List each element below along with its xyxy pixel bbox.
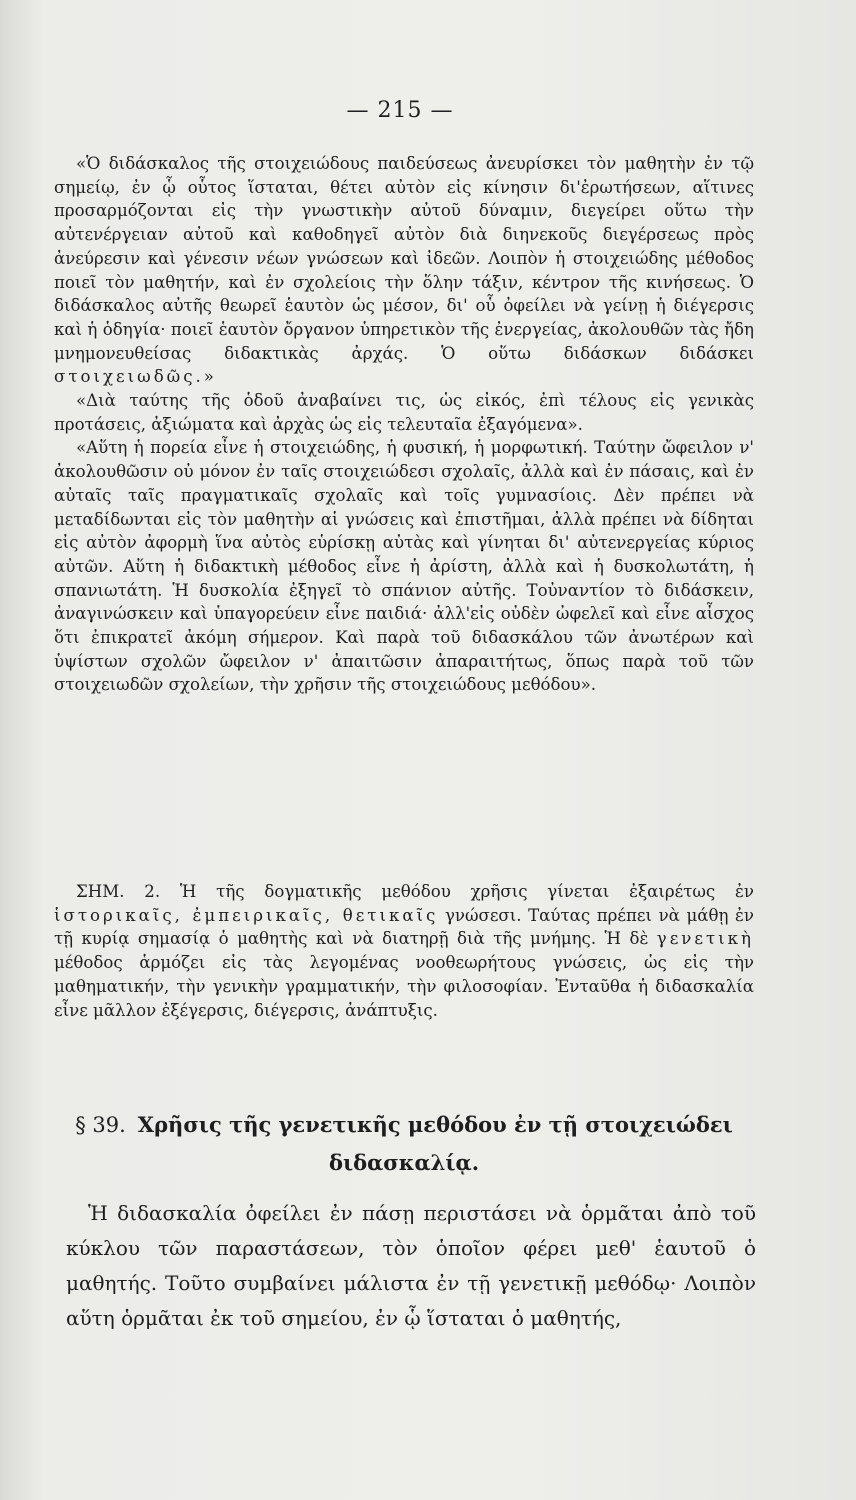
body-paragraph: Ἡ διδασκαλία ὀφείλει ἐν πάσῃ περιστάσει νὰ ὁρμᾶται ἀπὸ τοῦ κύκλου τῶν παραστάσεων, τὸν ὁποῖον φέρει μεθ' ἑαυτοῦ ὁ μαθητής. Τοῦτο συμβαίνει μάλιστα ἐν τῇ γενετικῇ μεθόδῳ· Λοιπὸν αὕτη ὁρμᾶται ἐκ τοῦ σημείου, ἐν ᾧ ἵσταται ὁ μαθητής, (66, 1201, 756, 1330)
paragraph-2: «Διὰ ταύτης τῆς ὁδοῦ ἀναβαίνει τις, ὡς εἰκός, ἐπὶ τέλους εἰς γενικὰς προτάσεις, ἀξιώματα καὶ ἀρχὰς ὡς εἰς τελευταῖα ἐξαγόμενα». (54, 391, 754, 434)
paragraph-1-text: «Ὁ διδάσκαλος τῆς στοιχειώδους παιδεύσεως ἀνευρίσκει τὸν μαθητὴν ἐν τῷ σημείῳ, ἐν ᾧ οὗτος ἵσταται, θέτει αὐτὸν εἰς κίνησιν δι'ἐρωτήσεων, αἵτινες προσαρμόζονται εἰς τὴν γνωστικὴν αὐτοῦ δύναμιν, διεγείρει οὕτω τὴν αὐτενέργειαν αὐτοῦ καὶ καθοδηγεῖ αὐτὸν διὰ διηνεκοῦς διεγέρσεως πρὸς ἀνεύρεσιν καὶ γένεσιν νέων γνώσεων καὶ ἰδεῶν. Λοιπὸν ἡ στοιχειώδης μέθοδος ποιεῖ τὸν μαθητήν, καὶ ἐν σχολείοις τὴν ὅλην τάξιν, κέντρον τῆς κινήσεως. Ὁ διδάσκαλος αὐτῆς θεωρεῖ ἑαυτὸν ὡς μέσον, δι' οὗ ὀφείλει νὰ γείνῃ ἡ διέγερσις καὶ ἡ ὁδηγία· ποιεῖ ἑαυτὸν ὄργανον ὑπηρετικὸν τῆς ἐνεργείας, ἀκολουθῶν τὰς ἤδη μνημονευθείσας διδακτικὰς ἀρχάς. Ὁ οὕτω διδάσκων διδάσκει (54, 154, 754, 363)
note-spaced-2: γενετικὴ (656, 929, 754, 949)
note-text-3: μέθοδος ἁρμόζει εἰς τὰς λεγομένας νοοθεωρήτους γνώσεις, ὡς εἰς τὴν μαθηματικήν, τὴν γενικὴν γραμματικήν, τὴν φιλοσοφίαν. Ἐνταῦθα ἡ διδασκαλία εἶνε μᾶλλον ἐξέγερσις, διέγερσις, ἀνάπτυξις. (54, 953, 754, 1020)
page-number: — 215 — (346, 98, 454, 123)
note-block (54, 880, 754, 1022)
note-paragraph (54, 880, 754, 1022)
section-number: § 39. (75, 1113, 126, 1137)
paragraph-3: «Αὕτη ἡ πορεία εἶνε ἡ στοιχειώδης, ἡ φυσική, ἡ μορφωτική. Ταύτην ὤφειλον ν' ἀκολουθῶσιν οὐ μόνον ἐν ταῖς στοιχειώδεσι σχολαῖς, ἀλλὰ καὶ ἐν πάσαις, καὶ ἐν αὐταῖς ταῖς πραγματικαῖς σχολαῖς καὶ τοῖς γυμνασίοις. Δὲν πρέπει νὰ μεταδίδωνται εἰς τὸν μαθητὴν αἱ γνώσεις καὶ ἐπιστῆμαι, ἀλλὰ πρέπει νὰ δίδηται εἰς αὐτὸν ἀφορμὴ ἵνα αὐτὸς εὑρίσκῃ αὐτὰς καὶ γίνηται δι' αὐτενεργείας κύριος αὐτῶν. Αὕτη ἡ διδακτικὴ μέθοδος εἶνε ἡ ἀρίστη, ἀλλὰ καὶ ἡ δυσκολωτάτη, ἡ σπανιωτάτη. Ἡ δυσκολία ἐξηγεῖ τὸ σπάνιον αὐτῆς. Τοὐναντίον τὸ διδάσκειν, ἀναγινώσκειν καὶ ὑπαγορεύειν εἶνε παιδιά· ἀλλ'εἰς οὐδὲν ὠφελεῖ καὶ εἶνε αἶσχος ὅτι ἐπικρατεῖ ἀκόμη σήμερον. Καὶ παρὰ τοῦ διδασκάλου τῶν ἀνωτέρων καὶ ὑψίστων σχολῶν ὤφειλον ν' ἀπαιτῶσιν ἀπαραιτήτως, ὅπως παρὰ τοῦ τῶν στοιχειωδῶν σχολείων, τὴν χρῆσιν τῆς στοιχειώδους μεθόδου». (54, 438, 754, 695)
paragraph-1 (54, 152, 754, 389)
section-heading (54, 1106, 754, 1182)
note-spaced-1: ἱστορικαῖς, ἐμπειρικαῖς, θετικαῖς (54, 905, 439, 925)
body-block (66, 1196, 756, 1336)
note-text-2: γνώσεσι. Ταύτας πρέπει νὰ μάθῃ ἐν τῇ κυρίᾳ σημασίᾳ ὁ μαθητὴς καὶ νὰ διατηρῇ διὰ τῆς μνήμης. Ἡ δὲ (54, 905, 754, 949)
emphasis-word: στοιχειωδῶς.» (54, 367, 217, 387)
section-title: Χρῆσις τῆς γενετικῆς μεθόδου ἐν τῇ στοιχειώδει διδασκαλίᾳ. (137, 1112, 733, 1175)
note-text-1: Ἡ τῆς δογματικῆς μεθόδου χρῆσις γίνεται ἐξαιρέτως ἐν (179, 882, 754, 901)
note-label: ΣΗΜ. 2. (76, 882, 161, 901)
quote-block (54, 152, 754, 697)
